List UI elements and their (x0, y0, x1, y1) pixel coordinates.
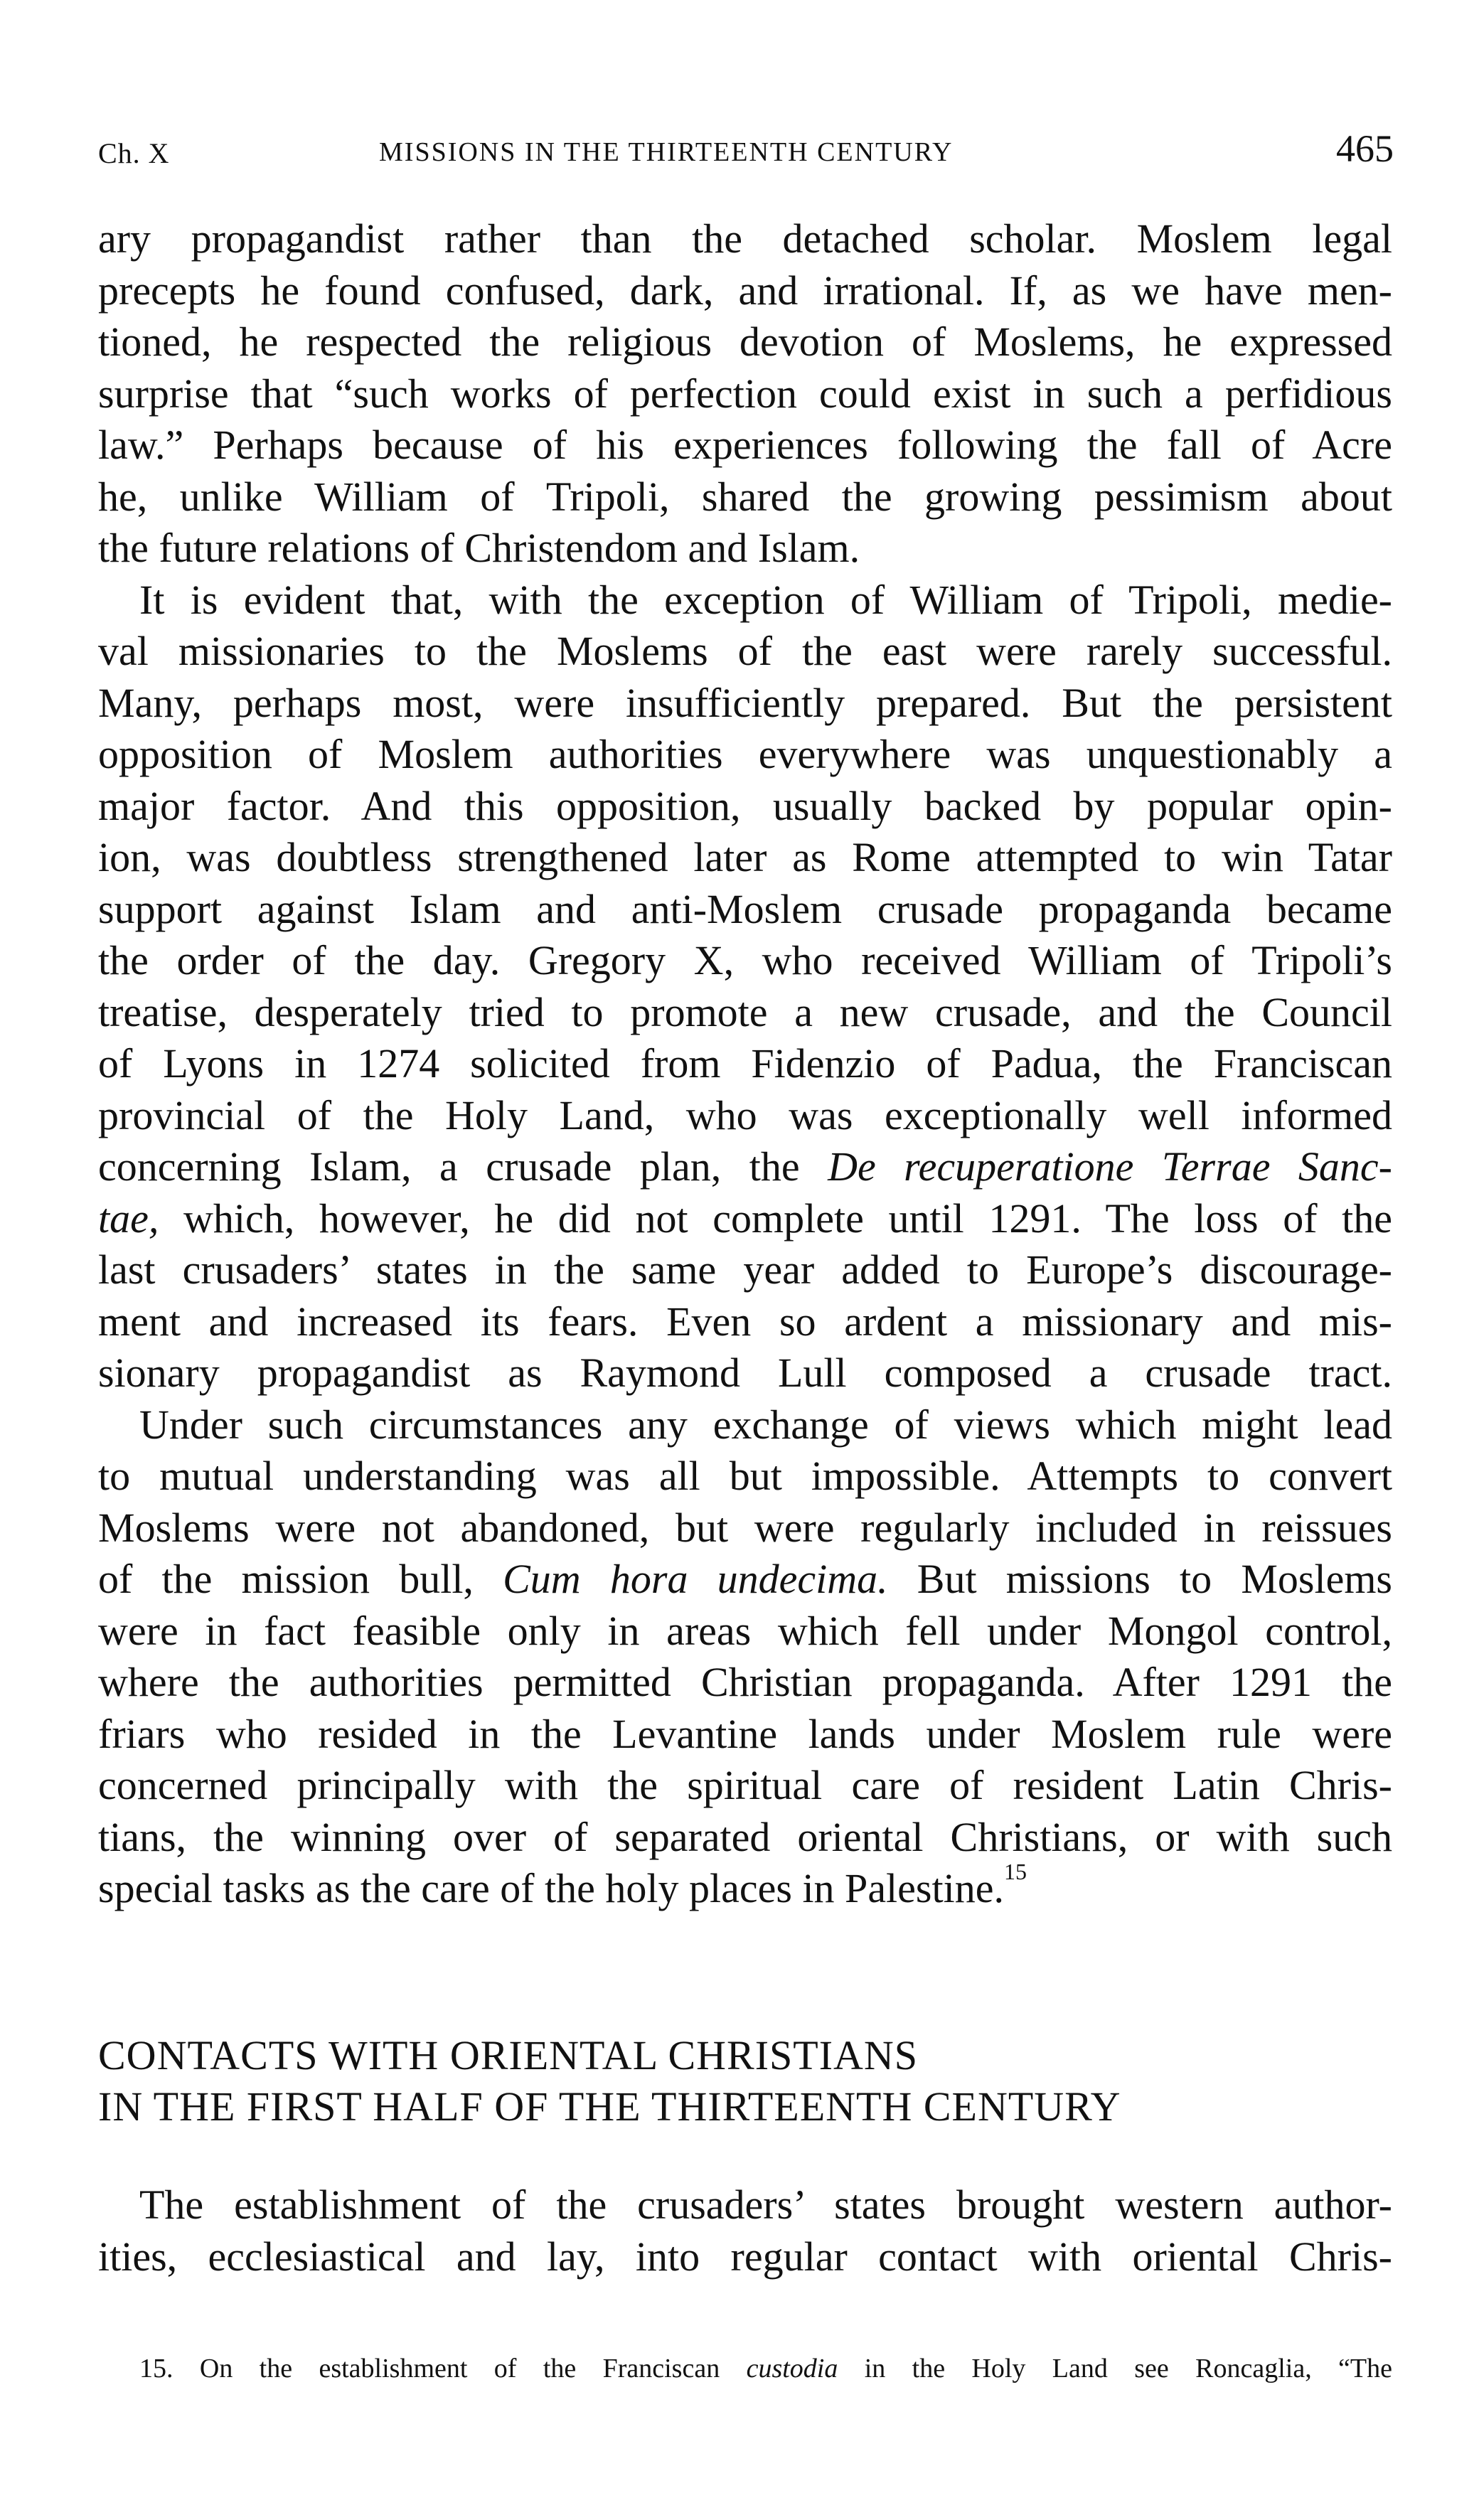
section-heading (98, 2030, 1392, 2132)
text-line: major factor. And this opposition, usually backed by popular opin- (98, 782, 1392, 829)
text-line: surprise that “such works of perfection could exist in such a perfidious (98, 370, 1392, 417)
footnote-number: 15. (139, 2354, 173, 2383)
text-line (98, 1554, 1392, 1606)
text-line: Under such circumstances any exchange of views which might lead (139, 1401, 1392, 1448)
text-line: last crusaders’ states in the same year added to Europe’s discourage- (98, 1246, 1392, 1293)
text-line: were in fact feasible only in areas which fell under Mongol control, (98, 1607, 1392, 1654)
heading-line: CONTACTS WITH ORIENTAL CHRISTIANS (98, 2032, 919, 2078)
text-line: the order of the day. Gregory X, who received William of Tripoli’s (98, 937, 1392, 983)
text-line: provincial of the Holy Land, who was exceptionally well informed (98, 1091, 1392, 1138)
chapter-label: Ch. X (98, 137, 170, 169)
text-line: ities, ecclesiastical and lay, into regular contact with oriental Chris- (98, 2233, 1392, 2280)
text-line (98, 1141, 1392, 1193)
text-fragment: concerning Islam, a crusade plan, the (98, 1143, 828, 1190)
text-line: It is evident that, with the exception of William of Tripoli, medie- (139, 576, 1392, 623)
text-line: ment and increased its fears. Even so ardent a missionary and mis- (98, 1298, 1392, 1345)
italic-title: tae, (98, 1195, 159, 1242)
text-line: Many, perhaps most, were insufficiently prepared. But the persistent (98, 679, 1392, 726)
text-line (98, 1859, 1392, 1915)
text-line: support against Islam and anti-Moslem crusade propaganda became (98, 885, 1392, 932)
text-line: concerned principally with the spiritual care of resident Latin Chris- (98, 1762, 1392, 1808)
running-title: MISSIONS IN THE THIRTEENTH CENTURY (379, 137, 954, 167)
text-line: tioned, he respected the religious devotion of Moslems, he expressed (98, 319, 1392, 365)
main-text (98, 213, 1392, 1915)
paragraph-3 (98, 1399, 1392, 1915)
text-fragment: special tasks as the care of the holy places in Palestine. (98, 1865, 1004, 1911)
paragraph-1 (98, 213, 1392, 575)
text-line: tians, the winning over of separated oriental Christians, or with such (98, 1813, 1392, 1860)
footnote-text: in the Holy Land see Roncaglia, “The (838, 2354, 1392, 2383)
footnote-text: On the establishment of the Franciscan (199, 2354, 747, 2383)
text-line: precepts he found confused, dark, and irrational. If, as we have men- (98, 267, 1392, 314)
text-line (98, 1193, 1392, 1245)
footnote-italic: custodia (746, 2354, 838, 2383)
text-line: The establishment of the crusaders’ states brought western author- (139, 2182, 1392, 2228)
text-line: Moslems were not abandoned, but were regularly included in reissues (98, 1504, 1392, 1551)
text-line: sionary propagandist as Raymond Lull composed a crusade tract. (98, 1350, 1392, 1396)
text-fragment: which, however, he did not complete until 1291. The loss of the (159, 1195, 1392, 1242)
text-fragment: But missions to Moslems (887, 1556, 1393, 1602)
text-line: to mutual understanding was all but impossible. Attempts to convert (98, 1453, 1392, 1499)
footnote-reference[interactable]: 15 (1003, 1859, 1027, 1884)
page-number: 465 (1336, 127, 1394, 170)
text-fragment: of the mission bull, (98, 1556, 503, 1602)
text-line: ary propagandist rather than the detached scholar. Moslem legal (98, 215, 1392, 262)
text-line: friars who resided in the Levantine lands under Moslem rule were (98, 1710, 1392, 1757)
text-line: val missionaries to the Moslems of the east were rarely successful. (98, 628, 1392, 674)
italic-title: De recuperatione Terrae Sanc- (828, 1143, 1392, 1190)
text-line: where the authorities permitted Christian propaganda. After 1291 the (98, 1659, 1392, 1705)
text-line: treatise, desperately tried to promote a new crusade, and the Council (98, 988, 1392, 1035)
text-line: of Lyons in 1274 solicited from Fidenzio of Padua, the Franciscan (98, 1040, 1392, 1087)
heading-line: IN THE FIRST HALF OF THE THIRTEENTH CENTURY (98, 2083, 1121, 2130)
italic-title: Cum hora undecima. (503, 1556, 888, 1602)
text-line: the future relations of Christendom and Islam. (98, 525, 860, 571)
footnote (98, 2350, 1392, 2387)
text-line: law.” Perhaps because of his experiences following the fall of Acre (98, 422, 1392, 468)
text-line: opposition of Moslem authorities everywhere was unquestionably a (98, 731, 1392, 777)
section-paragraph (98, 2179, 1392, 2283)
running-header (98, 127, 1394, 176)
text-line: ion, was doubtless strengthened later as Rome attempted to win Tatar (98, 834, 1392, 880)
paragraph-2 (98, 575, 1392, 1399)
text-line: he, unlike William of Tripoli, shared the growing pessimism about (98, 473, 1392, 520)
